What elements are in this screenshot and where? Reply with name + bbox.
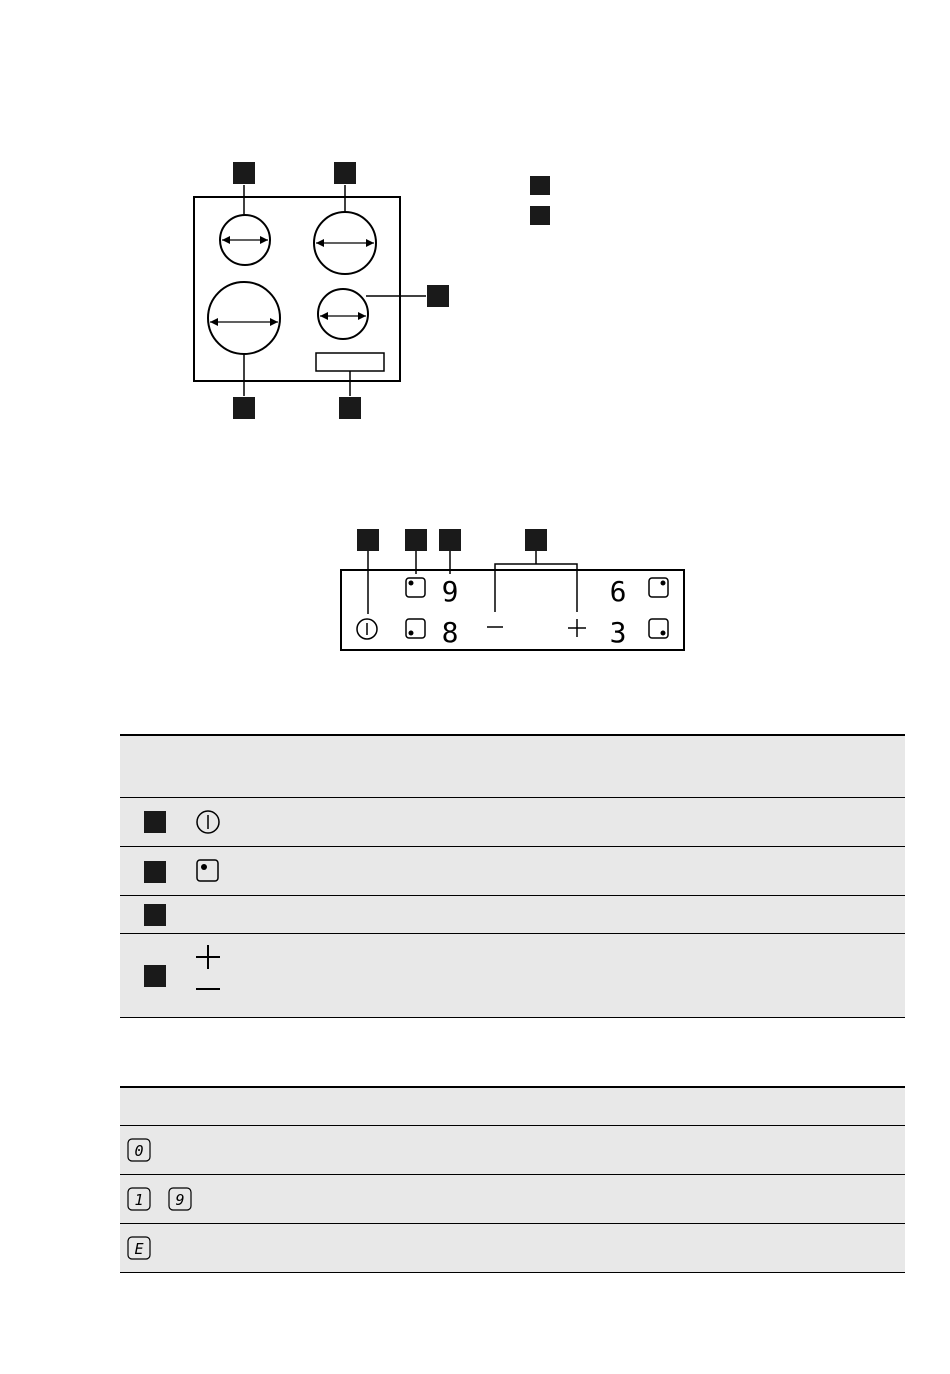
callout-marker (427, 285, 449, 307)
control-panel-figure (0, 520, 950, 670)
callout-marker (439, 529, 461, 551)
table-row (120, 1126, 905, 1175)
row-marker (144, 811, 166, 833)
sensor-field-table (120, 734, 905, 1018)
display-digit-top-left: 9 (441, 575, 459, 608)
table-header (120, 1086, 905, 1126)
table-row (120, 847, 905, 896)
zone-select-icon (649, 578, 668, 597)
callout-marker (357, 529, 379, 551)
power-icon (195, 809, 221, 835)
legend-marker (530, 206, 550, 225)
hob-layout-figure (0, 0, 950, 470)
display-symbol: 1 (134, 1191, 144, 1209)
row-marker (144, 904, 166, 926)
display-digit-top-right: 6 (609, 575, 627, 608)
plus-minus-icon (194, 944, 222, 996)
display-digit-bottom-right: 3 (609, 616, 627, 649)
display-digit-bottom-left: 8 (441, 616, 459, 649)
callout-marker (233, 397, 255, 419)
table-row (120, 1224, 905, 1273)
control-panel-outline (341, 570, 684, 650)
display-symbol-icon (127, 1138, 153, 1164)
row-marker (144, 861, 166, 883)
table-row (120, 934, 905, 1018)
callout-marker (525, 529, 547, 551)
table-row (120, 1175, 905, 1224)
row-marker (144, 965, 166, 987)
display-symbol-icon (127, 1236, 153, 1262)
zone-select-icon (649, 619, 668, 638)
hob-control-panel (316, 353, 384, 371)
zone-select-icon (196, 859, 220, 883)
callout-marker (339, 397, 361, 419)
zone-select-icon (406, 619, 425, 638)
callout-marker (334, 162, 356, 184)
table-header (120, 734, 905, 798)
display-symbol: E (134, 1240, 144, 1258)
cooking-zone-front-left-large (208, 282, 280, 354)
table-row (120, 798, 905, 847)
display-symbol: 0 (134, 1142, 144, 1160)
display-symbol: 9 (175, 1191, 185, 1209)
display-table (120, 1086, 905, 1273)
zone-select-icon (406, 578, 425, 597)
table-row (120, 896, 905, 934)
display-symbol-icon (127, 1187, 153, 1213)
callout-marker (405, 529, 427, 551)
display-symbol-icon (168, 1187, 194, 1213)
legend-marker (530, 176, 550, 195)
callout-marker (233, 162, 255, 184)
